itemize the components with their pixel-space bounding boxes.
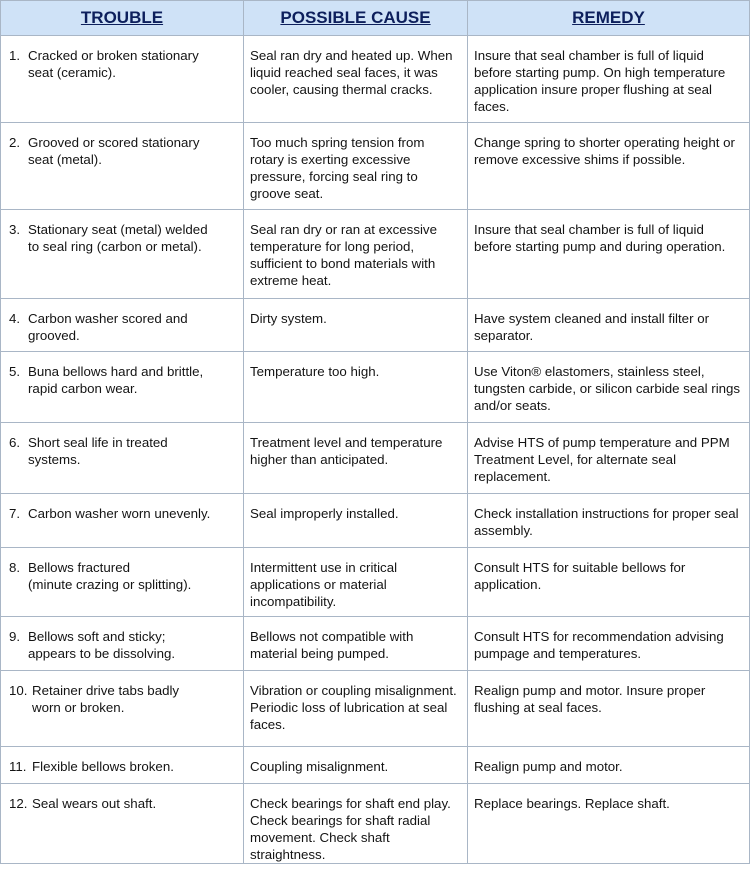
trouble-text-line1: Flexible bellows broken. (32, 759, 174, 774)
table-row (1, 423, 750, 494)
trouble-text-line2: grooved. (28, 328, 80, 343)
possible-cause-cell: Seal ran dry and heated up. When liquid reached seal faces, it was cooler, causing thermal cracks. (244, 36, 468, 123)
remedy-cell: Realign pump and motor. Insure proper flushing at seal faces. (468, 671, 750, 747)
remedy-cell: Have system cleaned and install filter or separator. (468, 299, 750, 352)
trouble-text-line1: Carbon washer worn unevenly. (28, 506, 211, 521)
trouble-text-line1: Bellows soft and sticky; (28, 629, 166, 644)
trouble-text-line2: rapid carbon wear. (28, 381, 138, 396)
header-remedy: REMEDY (468, 1, 750, 36)
trouble-text-line2: worn or broken. (32, 700, 125, 715)
trouble-text-line2: seat (ceramic). (28, 65, 116, 80)
table-row (1, 123, 750, 210)
table-row (1, 36, 750, 123)
remedy-cell: Advise HTS of pump temperature and PPM Treatment Level, for alternate seal replacement. (468, 423, 750, 494)
table-row (1, 671, 750, 747)
row-number: 6. (9, 435, 21, 450)
row-number: 11. (9, 759, 27, 774)
table-row (1, 617, 750, 671)
trouble-text-line2: (minute crazing or splitting). (28, 577, 192, 592)
table-row (1, 747, 750, 784)
possible-cause-cell: Check bearings for shaft end play. Check bearings for shaft radial movement. Check shaft straightness. (244, 784, 468, 864)
remedy-cell: Change spring to shorter operating height or remove excessive shims if possible. (468, 123, 750, 210)
possible-cause-cell: Temperature too high. (244, 352, 468, 423)
trouble-cell (1, 494, 244, 548)
trouble-cell (1, 671, 244, 747)
trouble-cell (1, 617, 244, 671)
trouble-cell (1, 352, 244, 423)
header-trouble: TROUBLE (1, 1, 244, 36)
table-row (1, 784, 750, 864)
remedy-cell: Use Viton® elastomers, stainless steel, tungsten carbide, or silicon carbide seal rings and/or seats. (468, 352, 750, 423)
trouble-text-line1: Buna bellows hard and brittle, (28, 364, 204, 379)
row-number: 3. (9, 222, 21, 237)
row-number: 9. (9, 629, 21, 644)
possible-cause-cell: Seal ran dry or ran at excessive temperature for long period, sufficient to bond materials with extreme heat. (244, 210, 468, 299)
remedy-cell: Insure that seal chamber is full of liquid before starting pump. On high temperature application insure proper flushing at seal faces. (468, 36, 750, 123)
trouble-cell (1, 784, 244, 864)
row-number: 5. (9, 364, 21, 379)
remedy-cell: Insure that seal chamber is full of liquid before starting pump and during operation. (468, 210, 750, 299)
trouble-cell (1, 210, 244, 299)
row-number: 7. (9, 506, 21, 521)
row-number: 4. (9, 311, 21, 326)
row-number: 10. (9, 683, 28, 698)
trouble-text-line2: to seal ring (carbon or metal). (28, 239, 202, 254)
trouble-cell (1, 548, 244, 617)
remedy-cell: Check installation instructions for proper seal assembly. (468, 494, 750, 548)
trouble-text-line1: Retainer drive tabs badly (32, 683, 180, 698)
trouble-text-line2: appears to be dissolving. (28, 646, 176, 661)
possible-cause-cell: Vibration or coupling misalignment. Periodic loss of lubrication at seal faces. (244, 671, 468, 747)
table-row (1, 299, 750, 352)
table-row (1, 210, 750, 299)
trouble-text-line1: Short seal life in treated (28, 435, 168, 450)
row-number: 1. (9, 48, 21, 63)
possible-cause-cell: Too much spring tension from rotary is exerting excessive pressure, forcing seal ring to groove seat. (244, 123, 468, 210)
row-number: 8. (9, 560, 21, 575)
row-number: 2. (9, 135, 21, 150)
trouble-text-line1: Stationary seat (metal) welded (28, 222, 208, 237)
trouble-cell (1, 423, 244, 494)
trouble-text-line1: Bellows fractured (28, 560, 130, 575)
header-row (1, 1, 750, 36)
trouble-cell (1, 747, 244, 784)
trouble-cell (1, 36, 244, 123)
possible-cause-cell: Coupling misalignment. (244, 747, 468, 784)
possible-cause-cell: Intermittent use in critical applications or material incompatibility. (244, 548, 468, 617)
trouble-cell (1, 123, 244, 210)
table-row (1, 548, 750, 617)
trouble-text-line2: seat (metal). (28, 152, 102, 167)
trouble-text-line1: Cracked or broken stationary (28, 48, 199, 63)
header-possible-cause: POSSIBLE CAUSE (244, 1, 468, 36)
trouble-text-line1: Seal wears out shaft. (32, 796, 157, 811)
table-row (1, 352, 750, 423)
possible-cause-cell: Seal improperly installed. (244, 494, 468, 548)
row-number: 12. (9, 796, 28, 811)
possible-cause-cell: Bellows not compatible with material being pumped. (244, 617, 468, 671)
trouble-text-line2: systems. (28, 452, 81, 467)
trouble-cell (1, 299, 244, 352)
table-row (1, 494, 750, 548)
trouble-text-line1: Grooved or scored stationary (28, 135, 200, 150)
possible-cause-cell: Treatment level and temperature higher than anticipated. (244, 423, 468, 494)
remedy-cell: Consult HTS for recommendation advising pumpage and temperatures. (468, 617, 750, 671)
remedy-cell: Replace bearings. Replace shaft. (468, 784, 750, 864)
trouble-text-line1: Carbon washer scored and (28, 311, 188, 326)
remedy-cell: Consult HTS for suitable bellows for application. (468, 548, 750, 617)
possible-cause-cell: Dirty system. (244, 299, 468, 352)
remedy-cell: Realign pump and motor. (468, 747, 750, 784)
